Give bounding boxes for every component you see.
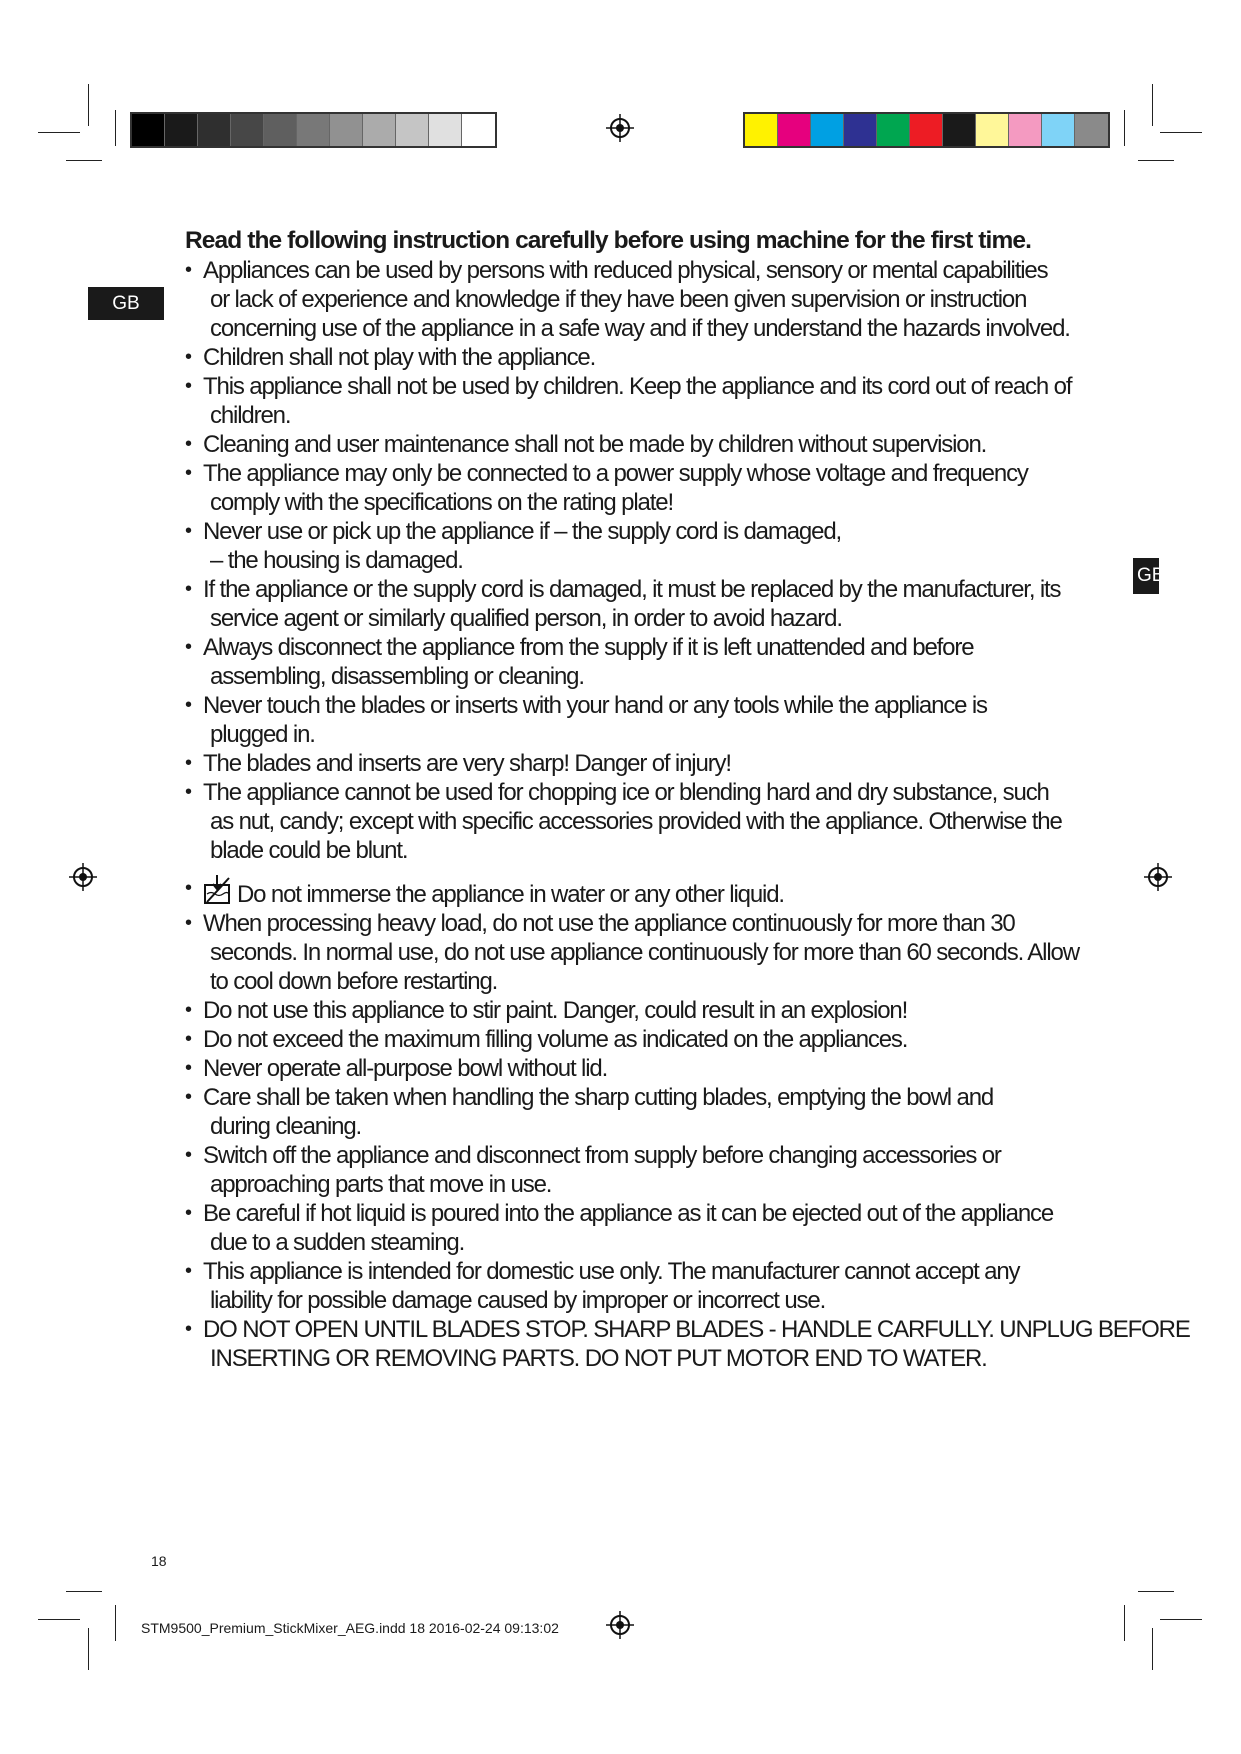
instruction-line (203, 807, 1085, 836)
instruction-text: The appliance cannot be used for chopping ice or blending hard and dry substance, such (203, 779, 1049, 806)
instruction-line (203, 546, 1085, 575)
instruction-item (185, 575, 1085, 633)
instruction-line (203, 836, 1085, 865)
instruction-text: When processing heavy load, do not use the appliance continuously for more than 30 (203, 910, 1015, 937)
crop-mark (1152, 84, 1153, 126)
instruction-line (203, 1228, 1085, 1257)
crop-mark (1124, 110, 1125, 146)
gray-swatch (396, 114, 429, 146)
instruction-text: Children shall not play with the appliance. (203, 344, 596, 371)
instruction-line (203, 604, 1085, 633)
color-swatch (844, 114, 877, 146)
instruction-text: due to a sudden steaming. (210, 1229, 465, 1256)
instruction-line (203, 720, 1085, 749)
instruction-line (203, 996, 1085, 1025)
instruction-line (203, 401, 1085, 430)
crop-mark (115, 110, 116, 146)
instruction-line (203, 575, 1085, 604)
color-swatch (1075, 114, 1108, 146)
instruction-item (185, 1257, 1085, 1315)
instruction-line (203, 778, 1085, 807)
instruction-line (203, 488, 1085, 517)
color-swatch (943, 114, 976, 146)
instruction-text: Always disconnect the appliance from the supply if it is left unattended and before (203, 634, 974, 661)
instruction-text: – the housing is damaged. (210, 547, 463, 574)
instruction-item (185, 256, 1085, 343)
instruction-text: Be careful if hot liquid is poured into the appliance as it can be ejected out of the appliance (203, 1200, 1054, 1227)
instruction-text: Do not immerse the appliance in water or any other liquid. (237, 881, 784, 908)
page-number: 18 (151, 1553, 167, 1569)
color-swatch (745, 114, 778, 146)
language-tab-left: GB (88, 287, 164, 320)
instruction-line (203, 1170, 1085, 1199)
registration-mark-icon (606, 1611, 634, 1639)
instruction-line (203, 1257, 1085, 1286)
instruction-line (203, 314, 1085, 343)
grayscale-calibration-bar (130, 112, 497, 148)
instruction-line (203, 633, 1085, 662)
instruction-line (203, 1315, 1190, 1344)
instruction-text: children. (210, 402, 291, 429)
instruction-item (185, 1083, 1085, 1141)
gray-swatch (330, 114, 363, 146)
instruction-item (185, 909, 1085, 996)
instruction-item (185, 1141, 1085, 1199)
instruction-line (203, 1344, 1085, 1373)
registration-mark-icon (1144, 863, 1172, 891)
instruction-item (185, 1315, 1190, 1373)
gray-swatch (462, 114, 495, 146)
crop-mark (66, 160, 102, 161)
language-tab-right: GB (1133, 558, 1159, 594)
instruction-text: Never use or pick up the appliance if – the supply cord is damaged, (203, 518, 842, 545)
instruction-line (203, 517, 1085, 546)
instruction-text: Cleaning and user maintenance shall not be made by children without supervision. (203, 431, 987, 458)
crop-mark (38, 132, 80, 133)
instruction-text: blade could be blunt. (210, 837, 408, 864)
instruction-line (203, 1199, 1085, 1228)
instruction-text: liability for possible damage caused by improper or incorrect use. (210, 1287, 826, 1314)
instruction-item (185, 1199, 1085, 1257)
instruction-text: during cleaning. (210, 1113, 362, 1140)
instruction-text: INSERTING OR REMOVING PARTS. DO NOT PUT MOTOR END TO WATER. (210, 1345, 987, 1372)
instruction-line (203, 1054, 1085, 1083)
instruction-line (203, 749, 1085, 778)
instruction-item (185, 517, 1085, 575)
instruction-line (203, 874, 1085, 909)
instruction-line (203, 459, 1085, 488)
color-swatch (910, 114, 943, 146)
gray-swatch (363, 114, 396, 146)
instruction-line (203, 1141, 1085, 1170)
instruction-line (203, 967, 1085, 996)
crop-mark (1160, 132, 1202, 133)
instruction-text: Do not use this appliance to stir paint. Danger, could result in an explosion! (203, 997, 908, 1024)
instruction-text: comply with the specifications on the rating plate! (210, 489, 673, 516)
instruction-text: approaching parts that move in use. (210, 1171, 552, 1198)
instruction-item (185, 749, 1085, 778)
color-swatch (811, 114, 844, 146)
instruction-line (203, 256, 1085, 285)
instruction-line (203, 1112, 1085, 1141)
instruction-text: If the appliance or the supply cord is damaged, it must be replaced by the manufacturer, its (203, 576, 1061, 603)
crop-mark (1152, 1628, 1153, 1670)
instruction-text: concerning use of the appliance in a safe way and if they understand the hazards involved. (210, 315, 1070, 342)
instruction-line (203, 430, 1085, 459)
instruction-item (185, 633, 1085, 691)
crop-mark (38, 1619, 80, 1620)
instruction-text: Do not exceed the maximum filling volume as indicated on the appliances. (203, 1026, 908, 1053)
crop-mark (1160, 1619, 1202, 1620)
instruction-text: plugged in. (210, 721, 315, 748)
registration-mark-icon (606, 114, 634, 142)
color-swatch (976, 114, 1009, 146)
instruction-text: The appliance may only be connected to a power supply whose voltage and frequency (203, 460, 1028, 487)
instruction-text: to cool down before restarting. (210, 968, 498, 995)
instruction-line (203, 1286, 1085, 1315)
instruction-text: The blades and inserts are very sharp! Danger of injury! (203, 750, 731, 777)
instruction-item (185, 459, 1085, 517)
instruction-item (185, 996, 1085, 1025)
crop-mark (66, 1591, 102, 1592)
crop-mark (88, 84, 89, 126)
instruction-item (185, 1025, 1085, 1054)
instruction-text: Appliances can be used by persons with reduced physical, sensory or mental capabilities (203, 257, 1048, 284)
instruction-item (185, 691, 1085, 749)
gray-swatch (264, 114, 297, 146)
color-swatch (778, 114, 811, 146)
instruction-line (203, 662, 1085, 691)
registration-mark-icon (69, 863, 97, 891)
instruction-text: or lack of experience and knowledge if they have been given supervision or instruction (210, 286, 1027, 313)
print-slug: STM9500_Premium_StickMixer_AEG.indd 18 2016-02-24 09:13:02 (141, 1620, 559, 1636)
instruction-line (203, 372, 1085, 401)
instructions-list (185, 256, 1190, 1373)
instruction-text: Never touch the blades or inserts with your hand or any tools while the appliance is (203, 692, 987, 719)
instruction-item (185, 1054, 1085, 1083)
instruction-text: Care shall be taken when handling the sharp cutting blades, emptying the bowl and (203, 1084, 994, 1111)
instruction-text: Never operate all-purpose bowl without lid. (203, 1055, 608, 1082)
color-calibration-bar (743, 112, 1110, 148)
color-swatch (877, 114, 910, 146)
gray-swatch (297, 114, 330, 146)
color-swatch (1009, 114, 1042, 146)
gray-swatch (198, 114, 231, 146)
instruction-line (203, 285, 1085, 314)
instruction-item (185, 778, 1085, 865)
instruction-line (203, 691, 1085, 720)
instruction-text: This appliance is intended for domestic use only. The manufacturer cannot accept any (203, 1258, 1020, 1285)
instruction-text: DO NOT OPEN UNTIL BLADES STOP. SHARP BLADES - HANDLE CARFULLY. UNPLUG BEFORE (203, 1316, 1190, 1343)
crop-mark (1138, 1591, 1174, 1592)
safety-instructions (185, 226, 1190, 1373)
gray-swatch (132, 114, 165, 146)
instruction-item (185, 343, 1085, 372)
crop-mark (1138, 160, 1174, 161)
instruction-line (203, 909, 1085, 938)
instruction-text: This appliance shall not be used by children. Keep the appliance and its cord out of reach of (203, 373, 1072, 400)
gray-swatch (165, 114, 198, 146)
instruction-item (185, 372, 1085, 430)
crop-mark (88, 1628, 89, 1670)
instruction-text: service agent or similarly qualified person, in order to avoid hazard. (210, 605, 842, 632)
instruction-text: assembling, disassembling or cleaning. (210, 663, 584, 690)
do-not-immerse-icon (203, 874, 233, 906)
crop-mark (1124, 1605, 1125, 1641)
instructions-heading: Read the following instruction carefully before using machine for the first time. (185, 227, 1031, 254)
instruction-text: seconds. In normal use, do not use appliance continuously for more than 60 seconds. Allow (210, 939, 1079, 966)
instruction-line (203, 1025, 1085, 1054)
instruction-line (203, 938, 1085, 967)
instruction-text: Switch off the appliance and disconnect from supply before changing accessories or (203, 1142, 1001, 1169)
instruction-line (203, 1083, 1085, 1112)
gray-swatch (231, 114, 264, 146)
gray-swatch (429, 114, 462, 146)
instruction-item (185, 874, 1085, 909)
instruction-text: as nut, candy; except with specific accessories provided with the appliance. Otherwise the (210, 808, 1062, 835)
instruction-line (203, 343, 1085, 372)
crop-mark (115, 1605, 116, 1641)
color-swatch (1042, 114, 1075, 146)
instruction-item (185, 430, 1085, 459)
